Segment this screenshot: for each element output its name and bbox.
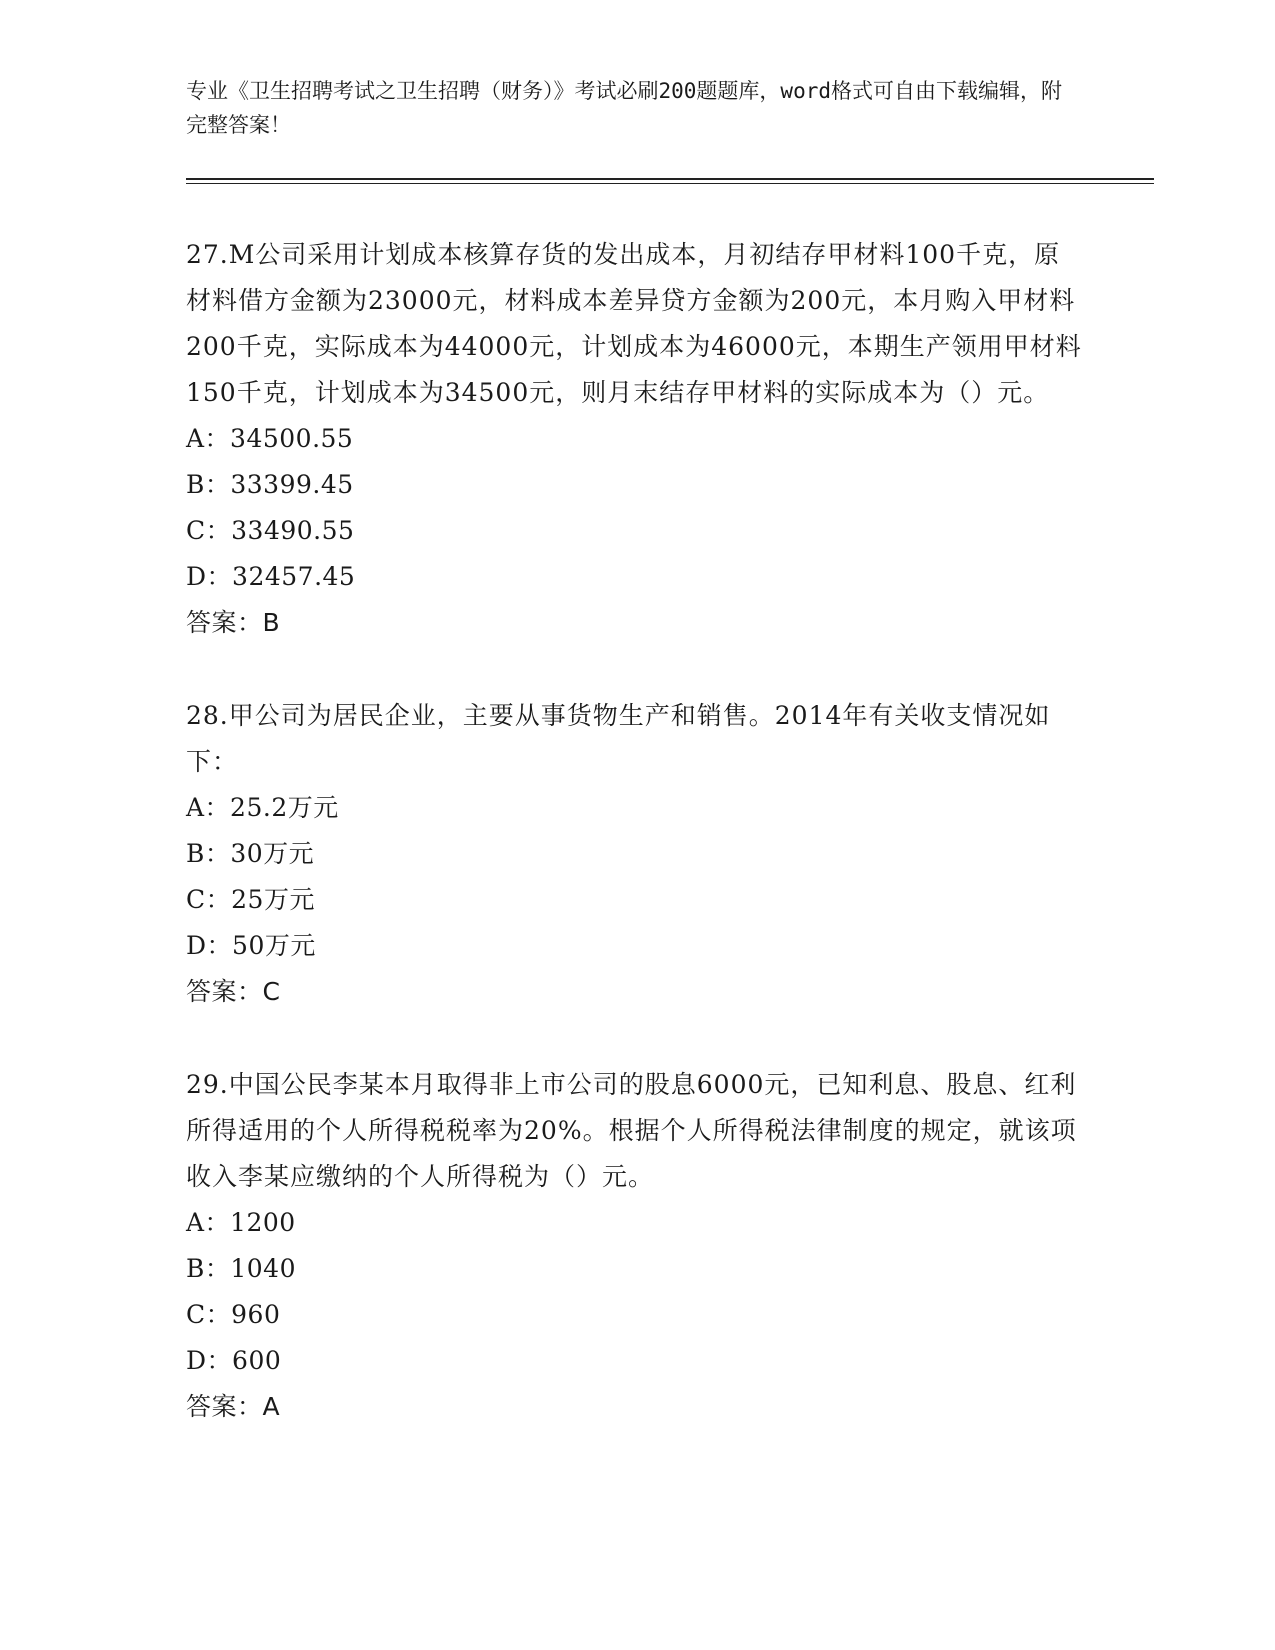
option-b: B：30万元 — [186, 839, 315, 868]
header-divider-top — [186, 178, 1154, 180]
document-header: 专业《卫生招聘考试之卫生招聘（财务）》考试必刷200题题库，word格式可自由下载编辑，附完整答案！ — [186, 79, 1062, 137]
option-a: A：25.2万元 — [186, 793, 339, 822]
option-a: A：1200 — [186, 1208, 296, 1237]
option-d: D：32457.45 — [186, 562, 356, 591]
question-stem: 28.甲公司为居民企业，主要从事货物生产和销售。2014年有关收支情况如下： — [186, 701, 1051, 776]
answer-label: 答案：C — [186, 977, 281, 1006]
question-27 — [186, 232, 1086, 646]
option-b: B：33399.45 — [186, 470, 354, 499]
answer-label: 答案：B — [186, 608, 281, 637]
answer-label: 答案：A — [186, 1392, 281, 1421]
option-c: C：960 — [186, 1300, 281, 1329]
option-c: C：33490.55 — [186, 516, 355, 545]
option-c: C：25万元 — [186, 885, 315, 914]
question-stem: 27.M公司采用计划成本核算存货的发出成本，月初结存甲材料100千克，原材料借方金额为23000元，材料成本差异贷方金额为200元，本月购入甲材料200千克，实际成本为44000元，计划成本为46000元，本期生产领用甲材料150千克，计划成本为34500元，则月末结存甲材料的实际成本为（）元。 — [186, 240, 1082, 407]
question-list — [186, 232, 1086, 1477]
question-stem: 29.中国公民李某本月取得非上市公司的股息6000元，已知利息、股息、红利所得适用的个人所得税税率为20%。根据个人所得税法律制度的规定，就该项收入李某应缴纳的个人所得税为（）元。 — [186, 1070, 1077, 1191]
option-d: D：600 — [186, 1346, 282, 1375]
header-divider-bottom — [186, 183, 1154, 184]
option-b: B：1040 — [186, 1254, 296, 1283]
question-29 — [186, 1062, 1086, 1430]
option-d: D：50万元 — [186, 931, 316, 960]
option-a: A：34500.55 — [186, 424, 354, 453]
question-28 — [186, 693, 1086, 1015]
